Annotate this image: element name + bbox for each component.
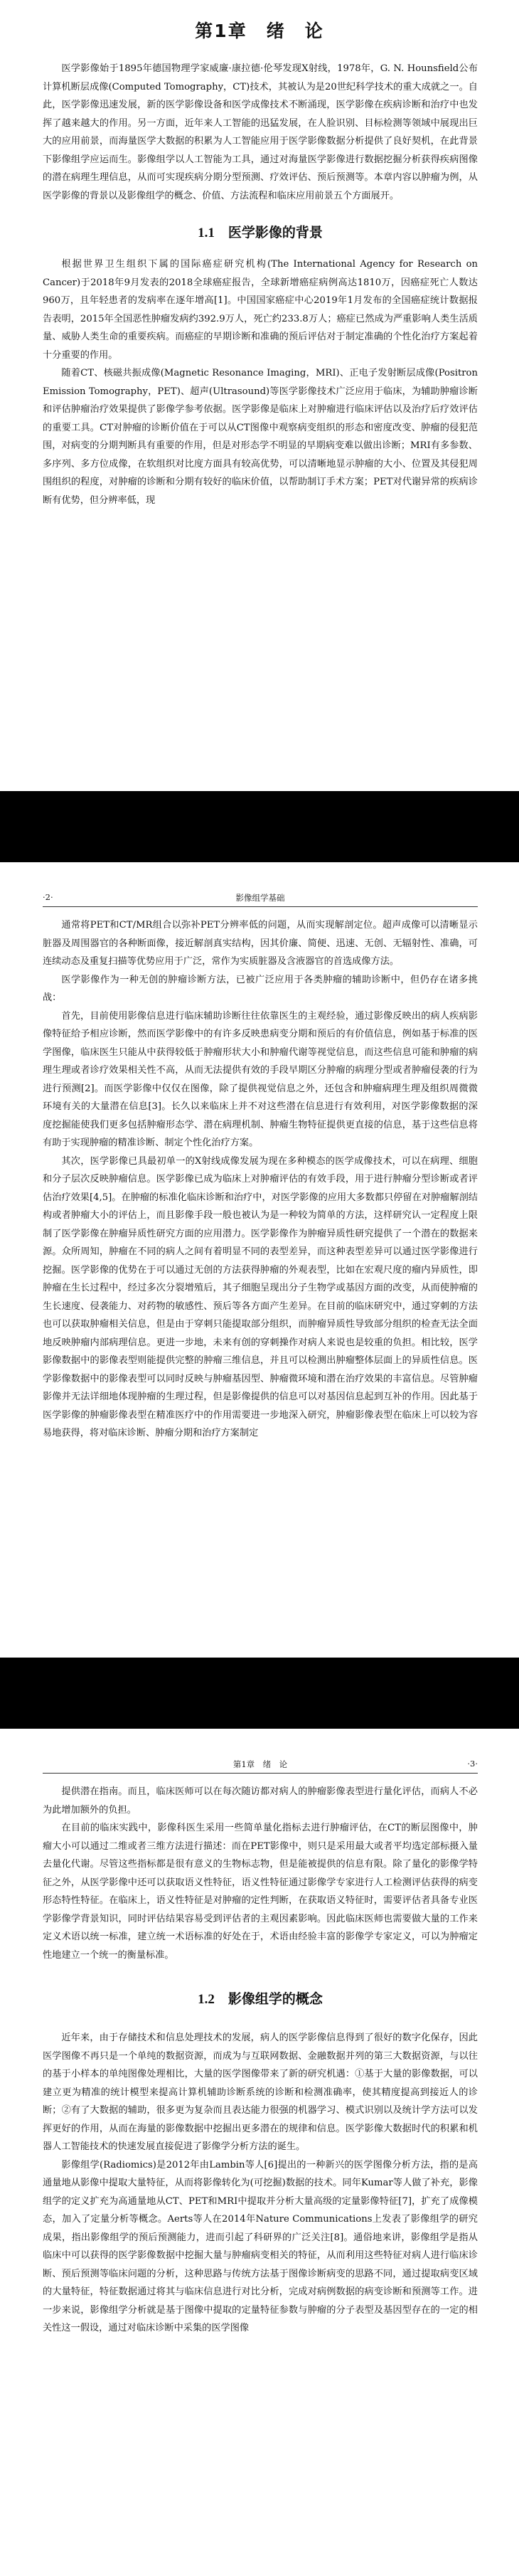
header-title: 影像组学基础: [235, 893, 285, 903]
running-header: [43, 1757, 478, 1774]
page-2-body: [43, 916, 478, 1443]
paragraph: 近年来，由于存储技术和信息处理技术的发展，病人的医学影像信息得到了很好的数字化保存，因此医学图像不再只是一个单纯的数据资源，而成为与互联网数据、金融数据并列的第三大数据资源，与以往的基于小样本的单纯图像处理相比，大量的医学图像带来了新的研究机遇：①基于大量的影像数据，可以建立更为精准的统计模型来提高计算机辅助诊断系统的诊断和检测准确率，使其精度提高到接近人的诊断；②有了大数据的辅助，很多更为复杂而且表达能力很强的机器学习、模式识别以及统计学方法可以发挥更好的作用，从而在海量的影像数据中挖掘出更多潜在的规律和信息。医学影像大数据时代的积累和机器人工智能技术的快速发展直接促进了影像学分析方法的诞生。: [43, 2032, 478, 2152]
page-number: ·2·: [43, 892, 53, 902]
page-number: ·3·: [467, 1759, 478, 1769]
page-1-body: [43, 60, 478, 509]
section-title: 1.2 影像组学的概念: [198, 1992, 323, 2007]
paragraph: 医学影像作为一种无创的肿瘤诊断方法，已被广泛应用于各类肿瘤的辅助诊断中，但仍存在诸多挑战：: [43, 974, 478, 1003]
section-title: 1.1 医学影像的背景: [198, 226, 323, 240]
paragraph: 在目前的临床实践中，影像科医生采用一些简单量化指标去进行肿瘤评估，在CT的断层图像中，肿瘤大小可以通过二维或者三维方法进行描述：而在PET影像中，则只是采用最大或者平均选定部标摄入量去量化代谢。尽管这些指标都是很有意义的生物标志物，但是能被提供的信息有限。除了量化的影像学特征之外，从医学影像中还可以获取语义性特征，语义性特征通过影像学专家进行人工检测评估获得的病变形态特性特征。在临床上，语义性特征是对肿瘤的定性判断，在获取语义特征时，需要评估者具备专业医学影像学背景知识，同时评估结果容易受到评估者的主观因素影响。因此临床医师也需要做大量的工作来定义术语以统一标准，建立统一术语标准的好处在于，术语由经验丰富的影像学专家定义，可以为肿瘤定性地建立一个统一的衡量标准。: [43, 1823, 478, 1961]
page-2: [0, 862, 519, 1658]
paragraph: 影像组学(Radiomics)是2012年由Lambin等人[6]提出的一种新兴的医学图像分析方法，指的是高通量地从影像中提取大量特征，从而将影像转化为(可挖掘)数据的技术。同年Kumar等人做了补充，影像组学的定义扩充为高通量地从CT、PET和MRI中提取并分析大量高级的定量影像特征[7]，扩充了成像模态，加入了定量分析等概念。Aerts等人在2014年Nature Communications上发表了影像组学的研究成果，指出影像组学的预后预测能力，进而引起了科研界的广泛关注[8]。通俗地来讲，影像组学是指从临床中可以获得的医学影像数据中挖掘大量与肿瘤病变相关的特征，从而利用这些特征对病人进行临床诊断、预后预测等临床问题的分析，这种思路与传统方法基于图像诊断病变的思路不同，通过提取病变区域的大量特征，特征数据通过将其与临床信息进行对比分析，完成对病例数据的病变诊断和预测等工作。进一步来说，影像组学分析就是基于图像中提取的定量特征参数与肿瘤的分子表型及基因型存在的一定的相关性这一假设，通过对临床诊断中采集的医学图像: [43, 2159, 478, 2333]
page-3: [0, 1729, 519, 2576]
intro-paragraph: 医学影像始于1895年德国物理学家威廉·康拉德·伦琴发现X射线，1978年，G. N. Hounsfield公布计算机断层成像(Computed Tomography，CT)技术，其被认为是20世纪科学技术的重大成就之一。自此，医学影像迅速发展，新的医学影像设备和医学成像技术不断涌现，医学影像在疾病诊断和治疗中也发挥了越来越大的作用。另一方面，近年来人工智能的迅猛发展，在人脸识别、目标检测等领域中展现出巨大的应用前景，而海量医学大数据的积累为人工智能应用于医学影像数据分析提供了良好契机，在此背景下影像组学应运而生。影像组学以人工智能为工具，通过对海量医学影像进行数据挖掘分析获得疾病图像的潜在病理生理信息，从而可实现疾病分期分型预测、疗效评估、预后预测等。本章内容以肿瘤为例，从医学影像的背景以及影像组学的概念、价值、方法流程和临床应用前景五个方面展开。: [43, 63, 478, 201]
chapter-title: 第1章 绪 论: [195, 21, 324, 41]
paragraph: 首先，目前使用影像信息进行临床辅助诊断往往依靠医生的主观经验，通过影像反映出的病人疾病影像特征给予相应诊断，然而医学影像中的有许多反映患病变分期和预后的有价值信息，例如基于标准的医学图像，临床医生只能从中获得较低于肿瘤形状大小和肿瘤代谢等视觉信息，而这些信息可能和肿瘤的病理生理或者诊疗效果相关性不高，从而无法提供有效的手段早期区分肿瘤的病理分型或者肿瘤侵袭的行为进行预测[2]。而医学影像中仅仅在图像，除了提供视觉信息之外，还包含和肿瘤病理生理及组织周微微环境有关的大量潜在信息[3]。长久以来临床上并不对这些潜在信息进行有效利用，对医学影像数据的深度挖掘能使我们更多包括肿瘤形态学、潜在病理机制、肿瘤生物特征提供更直接的信息，基于这些信息将有助于实现肿瘤的精准诊断、制定个性化治疗方案。: [43, 1010, 478, 1148]
page-3-body: [43, 1783, 478, 2338]
page-separator: [0, 1658, 519, 1729]
running-header: [43, 891, 478, 907]
paragraph: 随着CT、核磁共振成像(Magnetic Resonance Imaging，MRI)、正电子发射断层成像(Positron Emission Tomography，PET)、超声(Ultrasound)等医学影像技术广泛应用于临床，为辅助肿瘤诊断和评估肿瘤治疗效果提供了影像学参考依据。医学影像是临床上对肿瘤进行临床评估以及治疗后疗效评估的重要工具。CT对肿瘤的诊断价值在于可以从CT图像中观察病变组织的形态和密度改变、肿瘤的侵犯范围，对病变的分期判断具有重要的作用，但是对形态学不明显的早期病变难以做出诊断；MRI有多参数、多序列、多方位成像，在软组织对比度方面具有较高优势，可以清晰地显示肿瘤的大小、位置及其侵犯周围组织的程度，对肿瘤的诊断和分期有较好的临床价值，以帮助制订手术方案；PET对代谢异常的疾病诊断有优势，但分辨率低，现: [43, 368, 478, 506]
paragraph: 提供潜在指南。而且，临床医师可以在每次随访都对病人的肿瘤影像表型进行量化评估，而病人不必为此增加额外的负担。: [43, 1786, 478, 1816]
paragraph: 其次，医学影像已具最初单一的X射线成像发展为现在多种模态的医学成像技术，可以在病理、细胞和分子层次反映肿瘤信息。医学影像已成为临床上对肿瘤评估的有效手段，用于进行肿瘤分型诊断或者评估治疗效果[4,5]。在肿瘤的标准化临床诊断和治疗中，对医学影像的应用大多数都只停留在对肿瘤解剖结构或者肿瘤大小的评估上，而且影像手段一般也被认为是一种较为简单的方法，这样研究认一定程度上限制了医学影像在肿瘤异质性研究方面的应用潜力。医学影像作为肿瘤异质性研究提供了一个潜在的数据来源。众所周知，肿瘤在不同的病人之间有着明显不同的表型差异，而这种表型差异可以通过医学影像进行挖掘。医学影像的优势在于可以通过无创的方法获得肿瘤的外观表型，比如在宏观尺度的瘤内异质性，即肿瘤在生长过程中，经过多次分裂增殖后，其子细胞呈现出分子生物学或基因方面的改变，从而使肿瘤的生长速度、侵袭能力、对药物的敏感性、预后等各方面产生差异。在目前的临床研究中，通过穿刺的方法也可以获取肿瘤相关信息，但是由于穿刺只能提取部分组织，而肿瘤异质性导致部分组织的检查无法全面地反映肿瘤内部病理信息。更进一步地，未来有创的穿刺操作对病人来说也是较重的负担。相比较，医学影像数据中的影像表型则能提供完整的肿瘤三维信息，并且可以检测出肿瘤整体层面上的异质性信息。医学影像数据中的影像表型可以同时反映与肿瘤基因型、肿瘤微环境和潜在治疗效果的丰富信息。尽管肿瘤影像并无法详细地体现肿瘤的生理过程，但是影像提供的信息可以对基因信息起到互补的作用。因此基于医学影像的肿瘤影像表型在精准医疗中的作用需要进一步地深入研究，肿瘤影像表型在临床上可以较为容易地获得，将对临床诊断、肿瘤分期和治疗方案制定: [43, 1155, 478, 1438]
page-separator: [0, 791, 519, 862]
page-1: [0, 0, 519, 791]
header-title: 第1章 绪 论: [232, 1759, 288, 1769]
paragraph: 通常将PET和CT/MR组合以弥补PET分辨率低的问题，从而实现解剖定位。超声成像可以清晰显示脏器及周围器官的各种断面像，接近解剖真实结构，因其价廉、简便、迅速、无创、无辐射性、准确，可连续动态及重复扫描等优势应用于广泛，常作为实质脏器及含液器官的首选成像方法。: [43, 920, 478, 967]
paragraph: 根据世界卫生组织下属的国际癌症研究机构(The International Agency for Research on Cancer)于2018年9月发表的2018全球癌症报告，全球新增癌症病例高达1810万，因癌症死亡人数达960万，且年轻患者的发病率在逐年增高[1]。中国国家癌症中心2019年1月发布的全国癌症统计数据报告表明，2015年全国恶性肿瘤发病约392.9万人，死亡约233.8万人；癌症已然成为严重影响人类生活质量、威胁人类生命的重要疾病。而癌症的早期诊断和准确的预后评估对于制定准确的个性化治疗方案起着十分重要的作用。: [43, 259, 478, 361]
